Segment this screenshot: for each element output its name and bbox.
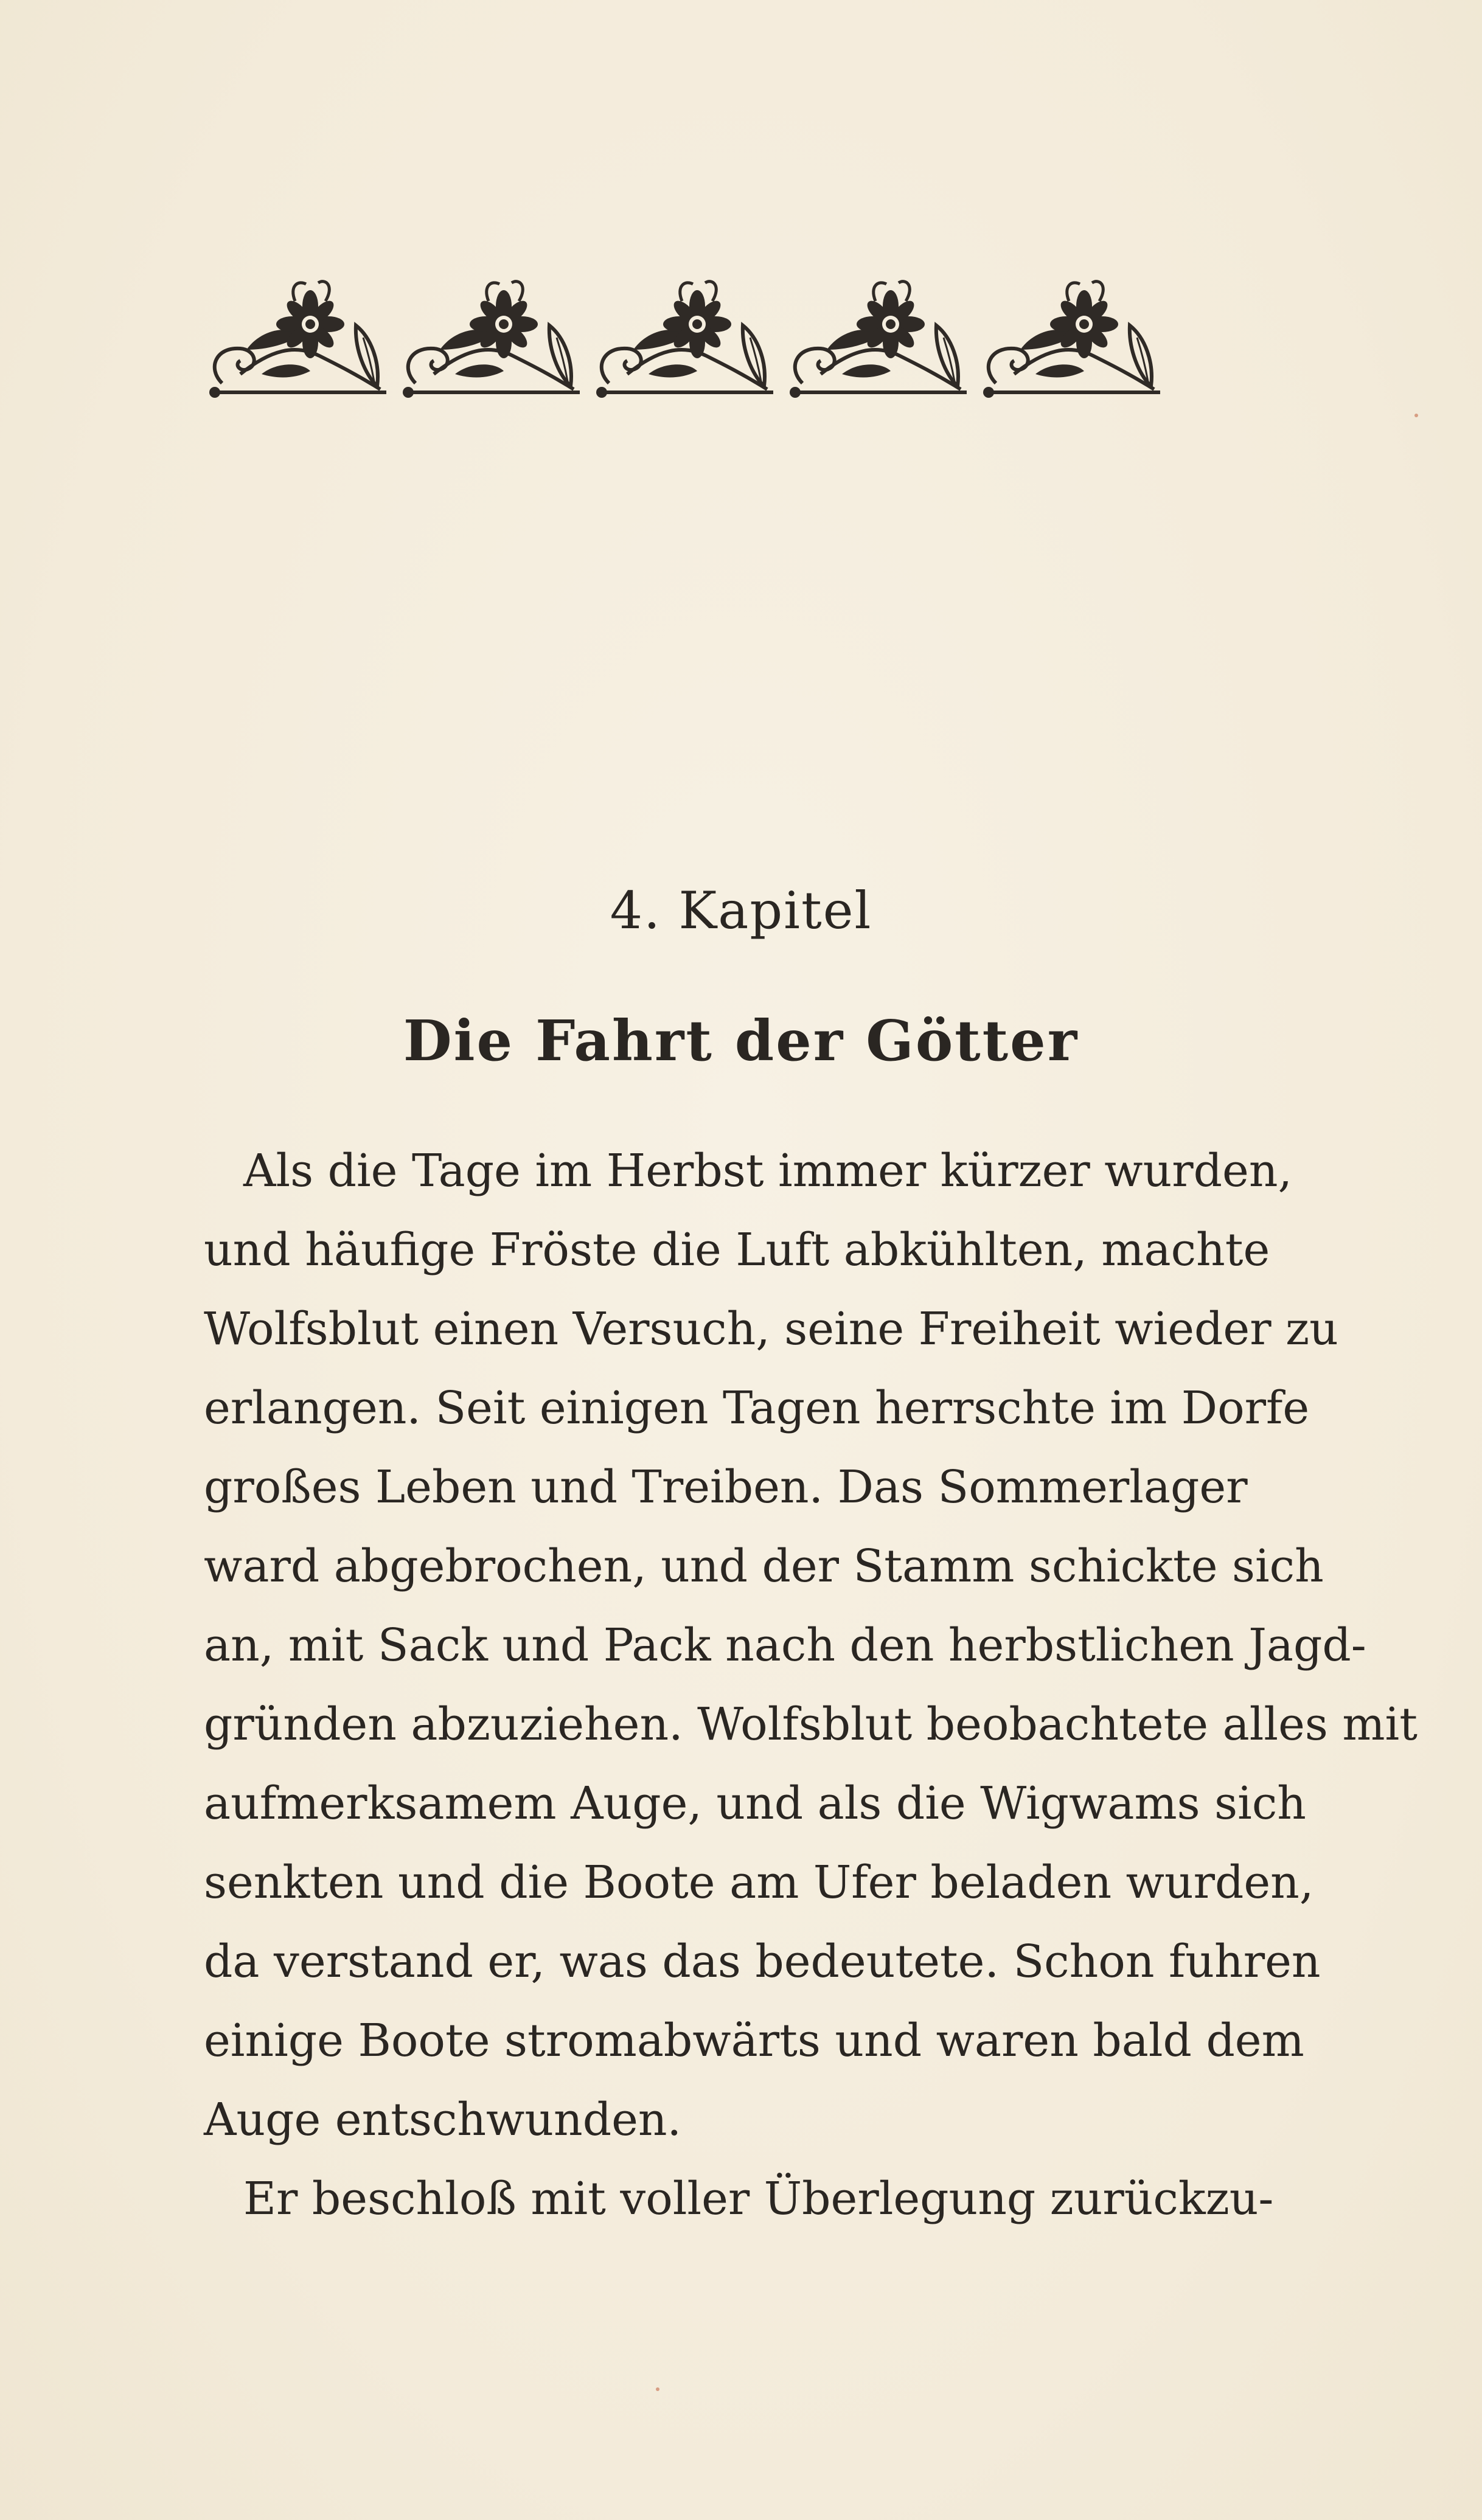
text-line: an, mit Sack und Pack nach den herbstlichen Jagd-	[204, 1619, 1366, 1671]
text-line: Als die Tage im Herbst immer kürzer wurden,	[243, 1145, 1293, 1197]
paragraph	[204, 1131, 1418, 2159]
chapter-number: 4. Kapitel	[610, 881, 872, 940]
paper-speck	[656, 2387, 659, 2391]
chapter-title: Die Fahrt der Götter	[403, 1008, 1079, 1074]
text-line: erlangen. Seit einigen Tagen herrschte im Dorfe	[204, 1382, 1310, 1434]
text-line: senkten und die Boote am Ufer beladen wurden,	[204, 1856, 1314, 1909]
text-line: Auge entschwunden.	[204, 2094, 682, 2146]
text-line: gründen abzuziehen. Wolfsblut beobachtete alles mit	[204, 1698, 1418, 1751]
text-line: einige Boote stromabwärts und waren bald dem	[204, 2015, 1304, 2067]
text-line: da verstand er, was das bedeutete. Schon fuhren	[204, 1935, 1321, 1988]
text-line: großes Leben und Treiben. Das Sommerlager	[204, 1461, 1248, 1513]
text-line: Er beschloß mit voller Überlegung zurückzu-	[243, 2173, 1274, 2225]
paragraph	[204, 2159, 1274, 2238]
text-line: aufmerksamem Auge, und als die Wigwams sich	[204, 1777, 1306, 1830]
text-line: und häufige Fröste die Luft abkühlten, machte	[204, 1224, 1270, 1276]
text-line: ward abgebrochen, und der Stamm schickte sich	[204, 1540, 1324, 1592]
paper-speck	[1414, 414, 1418, 417]
text-line: Wolfsblut einen Versuch, seine Freiheit wieder zu	[204, 1303, 1338, 1355]
floral-vignette-icon	[204, 277, 1171, 408]
body-text	[204, 1131, 1418, 2238]
